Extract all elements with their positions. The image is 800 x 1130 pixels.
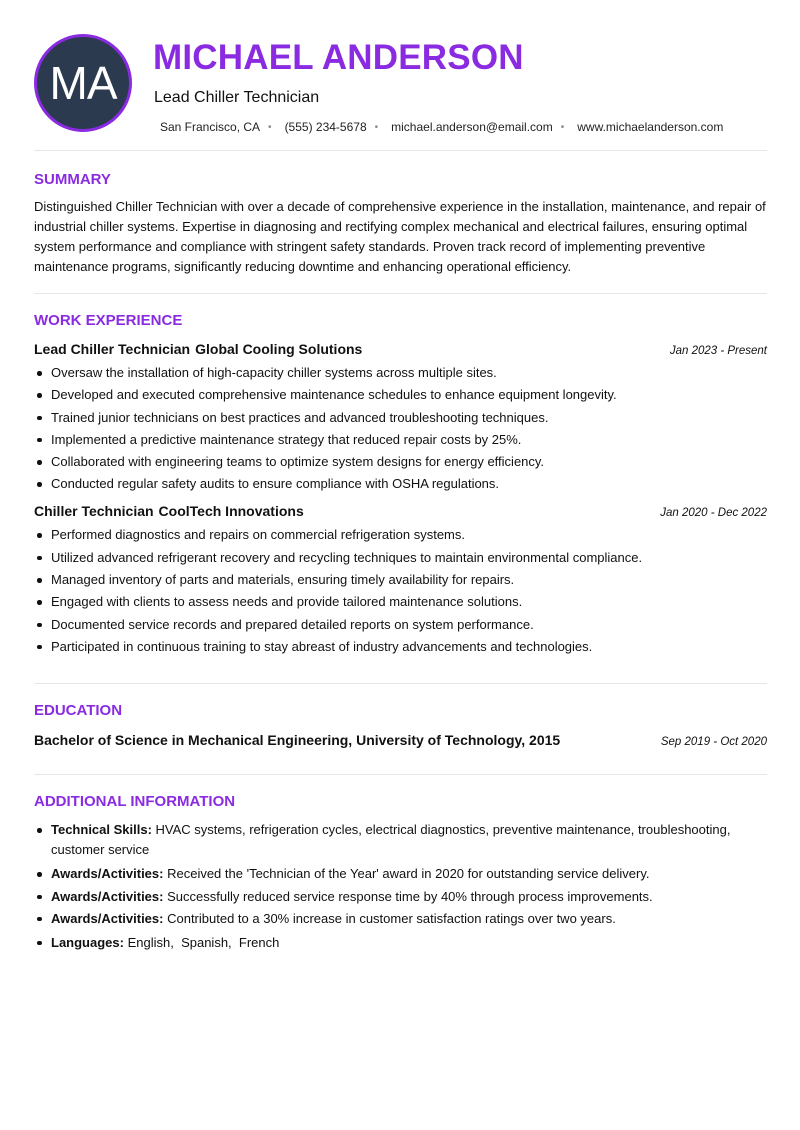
job-bullets [34, 525, 767, 656]
education-entry [34, 732, 767, 748]
job-role: Chiller Technician [34, 503, 154, 520]
additional-info-section [34, 775, 767, 953]
item-label: Awards/Activities: [51, 910, 164, 926]
list-item: Participated in continuous training to stay abreast of industry advancements and technologies. [34, 637, 767, 657]
job-company: CoolTech Innovations [158, 503, 304, 520]
item-label: Awards/Activities: [51, 866, 164, 882]
job-role: Lead Chiller Technician [34, 341, 191, 357]
item-text: English, Spanish, French [127, 934, 280, 950]
list-item: Developed and executed comprehensive maintenance schedules to enhance equipment longevity. [34, 385, 767, 405]
education-section [34, 684, 767, 774]
list-item [34, 864, 767, 884]
resume-page [34, 0, 767, 955]
job-dates: Jan 2023 - Present [669, 345, 767, 357]
job-header [34, 341, 767, 357]
education-dates: Sep 2019 - Oct 2020 [660, 736, 767, 749]
summary-text: Distinguished Chiller Technician with over a decade of comprehensive experience in the installation, maintenance, and repair of industrial chiller systems. Expertise in diagnosing and rectifying complex mechanical and electrical failures, ensuring optimal system performance and compliance with stringent safety standards. Proven track record of implementing preventive maintenance programs, significantly reducing downtime and enhancing operational efficiency. [34, 199, 766, 274]
resume-header [34, 0, 767, 150]
bullet-separator-icon: • [560, 121, 565, 133]
contact-phone: (555) 234-5678 [284, 120, 367, 134]
list-item [34, 933, 767, 953]
job-dates: Jan 2020 - Dec 2022 [660, 507, 767, 520]
item-text: Contributed to a 30% increase in customer satisfaction ratings over two years. [167, 910, 616, 926]
candidate-title: Lead Chiller Technician [154, 89, 320, 106]
bullet-separator-icon: • [268, 121, 272, 133]
contact-location: San Francisco, CA [160, 120, 261, 134]
list-item [34, 820, 767, 860]
contact-website[interactable]: www.michaelanderson.com [577, 120, 724, 134]
job-heading [34, 341, 362, 357]
list-item: Managed inventory of parts and materials, ensuring timely availability for repairs. [34, 570, 767, 590]
contact-email[interactable]: michael.anderson@email.com [391, 120, 553, 134]
item-text: Received the 'Technician of the Year' award in 2020 for outstanding service delivery. [167, 866, 650, 882]
item-text: HVAC systems, refrigeration cycles, electrical diagnostics, preventive maintenance, troubleshooting, customer service [51, 822, 731, 858]
list-item: Documented service records and prepared detailed reports on system performance. [34, 615, 767, 635]
list-item: Utilized advanced refrigerant recovery and recycling techniques to maintain environmental compliance. [34, 548, 767, 568]
section-title-additional: ADDITIONAL INFORMATION [34, 793, 236, 811]
job-company: Global Cooling Solutions [195, 341, 363, 357]
job-bullets [34, 363, 767, 494]
list-item: Performed diagnostics and repairs on commercial refrigeration systems. [34, 525, 767, 545]
summary-section [34, 151, 767, 293]
list-item: Conducted regular safety audits to ensure compliance with OSHA regulations. [34, 474, 767, 494]
job-entry [34, 341, 767, 494]
bullet-separator-icon: • [374, 121, 379, 133]
section-title-summary: SUMMARY [34, 171, 111, 188]
avatar-initials: MA [49, 57, 117, 109]
additional-info-list [34, 820, 767, 953]
item-label: Technical Skills: [51, 822, 152, 838]
list-item [34, 909, 767, 929]
education-degree: Bachelor of Science in Mechanical Engineering, University of Technology, 2015 [34, 732, 561, 749]
contact-info [160, 120, 723, 134]
section-title-education: EDUCATION [34, 702, 123, 720]
section-title-experience: WORK EXPERIENCE [34, 312, 183, 329]
list-item: Implemented a predictive maintenance strategy that reduced repair costs by 25%. [34, 430, 767, 450]
job-heading [34, 503, 304, 519]
list-item: Collaborated with engineering teams to optimize system designs for energy efficiency. [34, 452, 767, 472]
avatar [34, 34, 132, 132]
job-entry [34, 503, 767, 656]
item-label: Awards/Activities: [51, 888, 164, 904]
list-item: Oversaw the installation of high-capacity chiller systems across multiple sites. [34, 363, 767, 383]
list-item: Engaged with clients to assess needs and provide tailored maintenance solutions. [34, 592, 767, 612]
experience-section [34, 294, 767, 683]
candidate-name: MICHAEL ANDERSON [153, 38, 524, 77]
list-item: Trained junior technicians on best practices and advanced troubleshooting techniques. [34, 408, 767, 428]
item-text: Successfully reduced service response time by 40% through process improvements. [167, 888, 653, 904]
job-header [34, 503, 767, 519]
list-item [34, 887, 767, 907]
item-label: Languages: [51, 934, 124, 950]
